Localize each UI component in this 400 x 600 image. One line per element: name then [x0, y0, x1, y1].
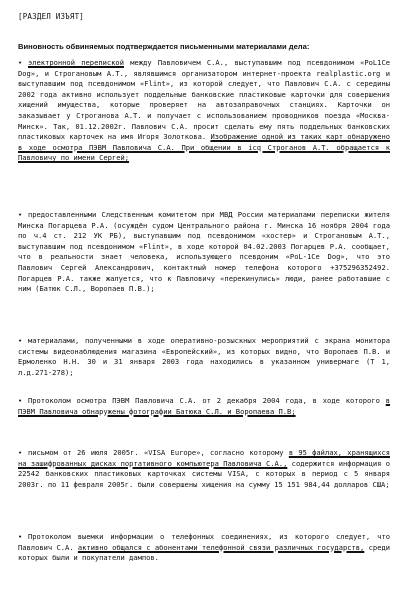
paragraph-text: материалами, полученными в ходе оперативно-розыскных мероприятий с экрана монитора системы видеонаблюдения магазина «Европейский», из которых видно, что Воропаев П.В. и Ермоленко Н.Н. 30 и 31 января 2003 года находились в указанном универмаге (Т 1, л.д.271-278);	[18, 336, 390, 377]
paragraph-text: письмом от 26 июля 2005г. «VISA Europe», согласно которому	[28, 448, 289, 457]
bullet-icon: •	[18, 58, 23, 67]
bullet-icon: •	[18, 532, 23, 541]
underlined-phrase: электронной перепиской	[28, 58, 124, 67]
paragraph-text: Протоколом выемки информации о телефонных соединениях, из которого следует, что Павлович С.А.	[18, 532, 390, 552]
paragraph-text: между Павловичем С.А., выступавшим под псевдонимом «PoL1Ce Dog», и Строгановым А.Т., являвшимся организатором интернет-проекта realplastic.org и выступавшим под псевдонимом «Flint», из которой следует, что Павлович С.А. с середины 2002 года активно использует поддельные банковские пластиковые карточки для совершения хищений имущества, которые проверяет на автозаправочных станциях. Карточки он заказывает у Строганова А.Т. и получает с использованием проводников поезда «Москва-Минск». Так, 01.12.2002г. Павлович С.А. просит сделать ему пять поддельных банковских пластиковых карточек на имя Игоря Золоткова.	[18, 58, 390, 142]
evidence-item-video-surveillance	[18, 336, 390, 378]
section-removed-header: [РАЗДЕЛ ИЗЪЯТ]	[18, 12, 85, 21]
bullet-icon: •	[18, 448, 23, 457]
paragraph-text: Протоколом осмотра ПЭВМ Павловича С.А. от 2 декабря 2004 года, в ходе которого	[28, 396, 386, 405]
bullet-icon: •	[18, 396, 23, 405]
paragraph-text: содержится информация о 22542 банковских пластиковых карточках системы VISA, с которых в период с 5 января 2003г. по 11 февраля 2005г. были совершены хищения на сумму 15 151 984,44 долларов США;	[18, 458, 391, 489]
evidence-item-investigative-committee	[18, 210, 390, 295]
paragraph-text: среди которых были и покупатели дампов.	[18, 542, 391, 563]
evidence-item-pc-inspection	[18, 396, 390, 417]
bullet-icon: •	[18, 210, 23, 219]
evidence-item-phone-records	[18, 532, 390, 564]
bullet-icon: •	[18, 336, 23, 345]
evidence-item-correspondence	[18, 58, 390, 164]
underlined-phrase: в 95 файлах, хранящихся на зашифрованных дисках портативного компьютера Павловича С.А.,	[18, 448, 391, 468]
paragraph-text: предоставленными Следственным комитетом при МВД России материалами переписки жителя Минска Погарцева Р.А. (осуждён судом Центрального района г. Минска 16 ноября 2004 года по ч.4 ст. 212 УК РБ), выступавшим под псевдонимом «хостер» и Строгановым А.Т., выступавшим под псевдонимом «Flint», в ходе которой 04.02.2003 Погарцев Р.А. сообщает, что в реальности знает человека, использующего псевдоним «PoL-1Ce Dog», что это Павлович Сергей Александрович, контактный номер телефона которого +375296352492. Погарцев Р.А. также жалуется, что к Павловичу «перекинулись» люди, ранее работавшие с ним (Батюк С.Л., Воропаев П.В.);	[18, 210, 390, 294]
underlined-phrase: в ПЭВМ Павловича обнаружены фотографии Батюка С.Л. и Воропаева П.В;	[18, 396, 390, 416]
evidence-item-visa-letter	[18, 448, 390, 490]
underlined-phrase: Изображение одной из таких карт обнаружено в ходе осмотра ПЭВМ Павловича С.А. При общении в icq Строганов А.Т. обращается к Павловичу по имени Сергей;	[18, 132, 391, 163]
underlined-phrase: активно общался с абонентами телефонной связи различных государств,	[77, 542, 365, 552]
evidence-heading: Виновность обвиняемых подтверждается письменными материалами дела:	[18, 42, 310, 51]
